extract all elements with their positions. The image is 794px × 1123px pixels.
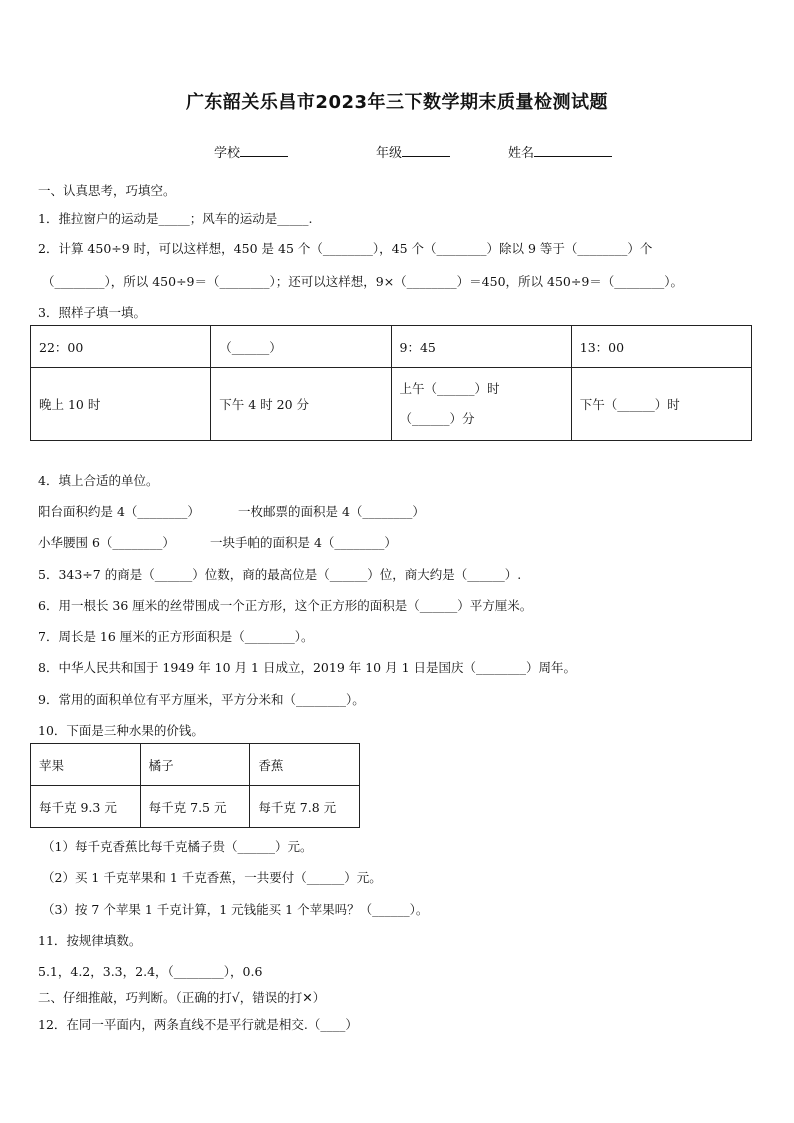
name-label: 姓名 — [508, 146, 535, 161]
table-cell: 下午 4 时 20 分 — [211, 368, 391, 441]
question-4c: 小华腰围 6（________） — [38, 535, 175, 550]
table-cell: 每千克 7.8 元 — [250, 786, 360, 828]
table-row — [31, 326, 752, 368]
table-cell: 22：00 — [31, 326, 211, 368]
section-2-heading: 二、仔细推敲，巧判断。（正确的打√，错误的打✕） — [38, 990, 326, 1005]
grade-blank — [402, 143, 450, 157]
table-row — [31, 786, 360, 828]
question-2-line-1: 2．计算 450÷9 时，可以这样想，450 是 45 个（________），45 个（________）除以 9 等于（________）个 — [38, 241, 653, 256]
table-cell: 橘子 — [140, 744, 250, 786]
question-8: 8．中华人民共和国于 1949 年 10 月 1 日成立，2019 年 10 月 1 日是国庆（________）周年。 — [38, 660, 577, 675]
question-4b: 一枚邮票的面积是 4（________） — [238, 504, 425, 519]
table-cell: 9：45 — [391, 326, 571, 368]
table-cell: 苹果 — [31, 744, 141, 786]
table-cell: 香蕉 — [250, 744, 360, 786]
question-10: 10．下面是三种水果的价钱。 — [38, 723, 204, 738]
question-2-line-2: （________），所以 450÷9＝（________）；还可以这样想，9×（________）＝450，所以 450÷9＝（________）。 — [42, 274, 684, 289]
cell-line-hour: 上午（______）时 — [399, 381, 500, 396]
question-9: 9．常用的面积单位有平方厘米，平方分米和（________）。 — [38, 692, 365, 707]
question-10-1: （1）每千克香蕉比每千克橘子贵（______）元。 — [42, 839, 313, 854]
grade-field — [376, 142, 450, 161]
cell-line-minute: （______）分 — [399, 411, 475, 426]
table-cell — [391, 368, 571, 441]
grade-label: 年级 — [376, 146, 403, 161]
table-cell: 晚上 10 时 — [31, 368, 211, 441]
question-1: 1．推拉窗户的运动是_____；风车的运动是_____. — [38, 211, 313, 226]
name-field — [508, 142, 612, 161]
table-cell: 下午（______）时 — [571, 368, 751, 441]
question-4a: 阳台面积约是 4（________） — [38, 504, 200, 519]
question-4: 4．填上合适的单位。 — [38, 473, 159, 488]
school-blank — [240, 143, 288, 157]
question-7: 7．周长是 16 厘米的正方形面积是（________）。 — [38, 629, 314, 644]
question-3: 3．照样子填一填。 — [38, 305, 146, 320]
question-10-3: （3）按 7 个苹果 1 千克计算，1 元钱能买 1 个苹果吗？（______）。 — [42, 902, 429, 917]
table-cell: （______） — [211, 326, 391, 368]
question-5: 5．343÷7 的商是（______）位数，商的最高位是（______）位，商大约是（______）. — [38, 567, 522, 582]
question-4d: 一块手帕的面积是 4（________） — [210, 535, 397, 550]
table-row — [31, 744, 360, 786]
question-6: 6．用一根长 36 厘米的丝带围成一个正方形，这个正方形的面积是（______）平方厘米。 — [38, 598, 533, 613]
table-cell: 每千克 7.5 元 — [140, 786, 250, 828]
question-10-2: （2）买 1 千克苹果和 1 千克香蕉，一共要付（______）元。 — [42, 870, 382, 885]
question-12: 12．在同一平面内，两条直线不是平行就是相交.（____） — [38, 1017, 358, 1032]
school-field — [214, 142, 288, 161]
time-table — [30, 325, 752, 441]
fruit-price-table — [30, 743, 360, 828]
table-row — [31, 368, 752, 441]
question-11-sequence: 5.1，4.2，3.3，2.4，（________），0.6 — [38, 964, 263, 979]
table-cell: 每千克 9.3 元 — [31, 786, 141, 828]
page-title: 广东韶关乐昌市2023年三下数学期末质量检测试题 — [185, 92, 609, 113]
table-cell: 13：00 — [571, 326, 751, 368]
section-1-heading: 一、认真思考，巧填空。 — [38, 183, 176, 198]
name-blank — [534, 143, 612, 157]
question-11: 11．按规律填数。 — [38, 933, 142, 948]
school-label: 学校 — [214, 146, 241, 161]
